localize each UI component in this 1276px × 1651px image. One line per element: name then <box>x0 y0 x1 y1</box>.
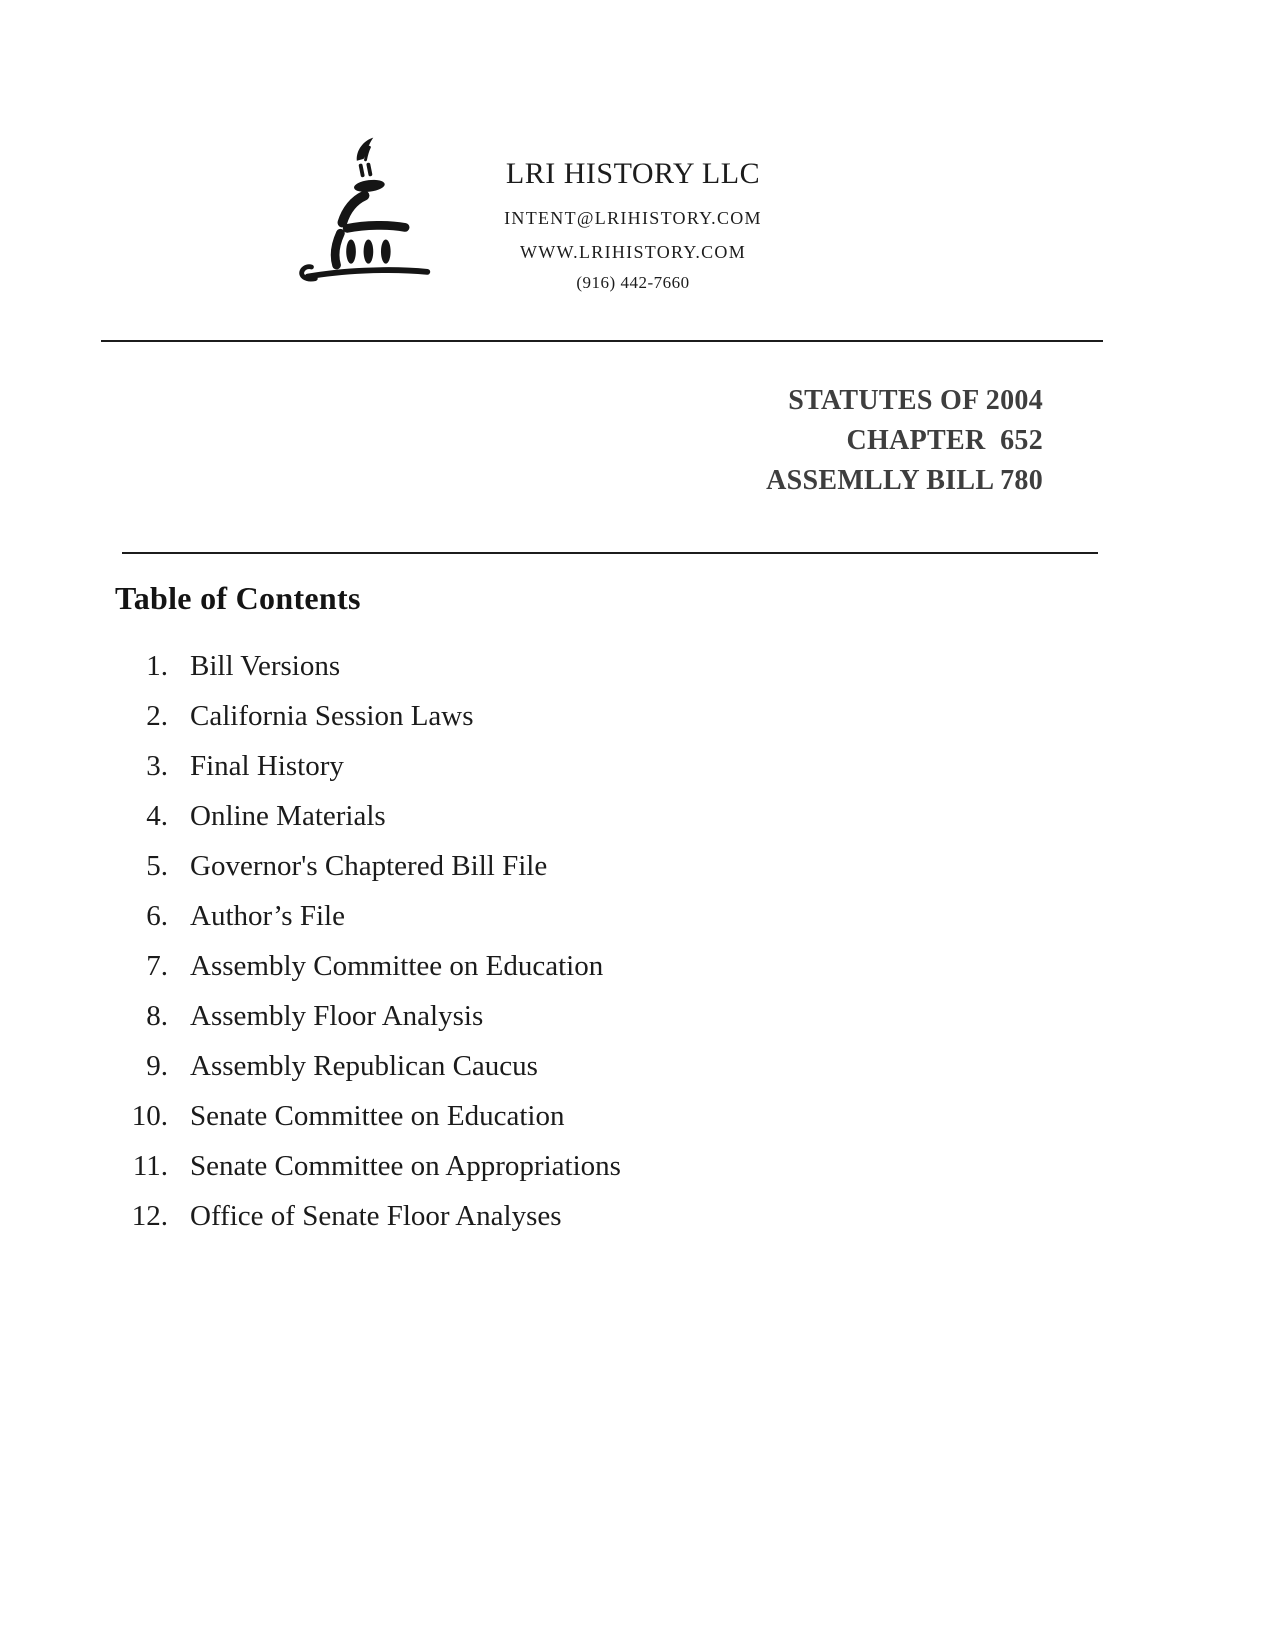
statutes-line: STATUTES OF 2004 <box>788 385 1043 416</box>
toc-item-label: Assembly Committee on Education <box>190 950 604 982</box>
toc-item-label: Assembly Republican Caucus <box>190 1050 538 1082</box>
toc-item-label: Bill Versions <box>190 650 341 682</box>
toc-item-number: 11. <box>132 1150 168 1182</box>
toc-item-number: 12. <box>131 1200 168 1232</box>
toc-item <box>114 641 1014 691</box>
toc-item-number: 7. <box>146 950 168 982</box>
toc-item <box>114 941 1014 991</box>
toc-item-label: Final History <box>190 750 344 782</box>
company-email: INTENT@LRIHISTORY.COM <box>504 208 762 228</box>
chapter-line: CHAPTER 652 <box>846 425 1043 456</box>
toc-item-label: Online Materials <box>190 800 386 832</box>
toc-item <box>114 1091 1014 1141</box>
toc-item <box>114 741 1014 791</box>
company-phone: (916) 442-7660 <box>576 273 690 292</box>
toc-item-number: 2. <box>146 700 168 732</box>
toc-item-label: Office of Senate Floor Analyses <box>190 1200 562 1232</box>
capitol-dome-logo-icon <box>296 132 436 290</box>
divider-top <box>101 340 1103 342</box>
toc-item-number: 6. <box>146 900 168 932</box>
toc-title: Table of Contents <box>115 580 361 616</box>
toc-item-number: 3. <box>146 750 168 782</box>
toc-item-label: Governor's Chaptered Bill File <box>190 850 548 882</box>
toc-item <box>114 841 1014 891</box>
bill-line: ASSEMLLY BILL 780 <box>766 465 1043 496</box>
toc-item <box>114 1041 1014 1091</box>
toc-item-label: Senate Committee on Education <box>190 1100 565 1132</box>
toc-item-number: 4. <box>146 800 168 832</box>
toc-item-label: California Session Laws <box>190 700 474 732</box>
toc-list <box>114 641 1014 1241</box>
company-name: LRI HISTORY LLC <box>505 157 761 190</box>
divider-middle <box>122 552 1098 554</box>
toc-item-number: 10. <box>131 1100 168 1132</box>
toc-item-label: Author’s File <box>190 900 345 932</box>
toc-item <box>114 1191 1014 1241</box>
toc-item-number: 5. <box>146 850 168 882</box>
toc-item-number: 9. <box>146 1050 168 1082</box>
toc-item <box>114 1141 1014 1191</box>
toc-item-number: 1. <box>146 650 168 682</box>
toc-item <box>114 991 1014 1041</box>
case-caption <box>766 381 1043 501</box>
toc-item-label: Assembly Floor Analysis <box>190 1000 484 1032</box>
toc-item <box>114 691 1014 741</box>
company-website: WWW.LRIHISTORY.COM <box>519 242 747 262</box>
toc-item-number: 8. <box>146 1000 168 1032</box>
toc-item-label: Senate Committee on Appropriations <box>190 1150 621 1182</box>
toc-item <box>114 891 1014 941</box>
toc-item <box>114 791 1014 841</box>
